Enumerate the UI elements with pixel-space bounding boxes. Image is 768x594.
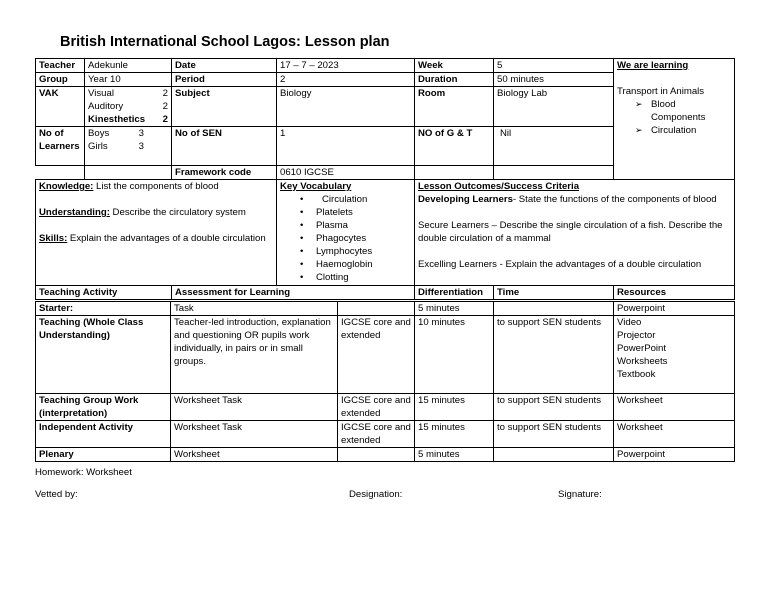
differentiation-cell [338,302,415,316]
kinesthetics-value: 2 [162,114,168,125]
boys-value: 3 [138,128,144,139]
teacher-label: Teacher [36,59,85,73]
designation-label: Designation: [349,489,403,500]
understanding-text: Describe the circulatory system [109,207,246,218]
differentiation-cell: IGCSE core and extended [338,316,415,394]
col-header-time: Time [494,286,614,300]
gt-label: NO of G & T [415,127,494,166]
vocab-item: • Haemoglobin [300,258,411,271]
auditory-label: Auditory [88,101,124,112]
room-value: Biology Lab [494,87,614,127]
vocab-label: Key Vocabulary [280,181,352,192]
excelling-text: Excelling Learners - Explain the advantages of a double circulation [418,259,702,270]
girls-label: Girls [88,141,108,152]
learning-list [617,98,731,137]
we-are-learning-label: We are learning [617,60,689,71]
differentiation-cell: IGCSE core and extended [338,421,415,448]
period-label: Period [172,73,277,87]
ta-cell: to support SEN students [494,394,614,421]
objectives-row [36,180,735,286]
we-are-learning-cell [614,59,735,180]
outcomes-label: Lesson Outcomes/Success Criteria [418,181,580,192]
assessment-cell: Worksheet Task [171,394,338,421]
signature-label: Signature: [558,489,602,500]
vak-label: VAK [36,87,85,127]
subject-label: Subject [172,87,277,127]
table-row [36,421,735,448]
resources-cell: Worksheet [614,394,735,421]
col-header-activity: Teaching Activity [36,286,172,300]
objectives-cell [36,180,277,286]
lesson-plan-table [35,58,735,300]
page-title: British International School Lagos: Lesson plan [60,34,390,50]
vocab-item: • Plasma [300,219,411,232]
table-row [36,316,735,394]
activities-table [35,301,735,462]
developing-label: Developing Learners [418,194,513,205]
visual-label: Visual [88,88,114,99]
vocab-item: • Phagocytes [300,232,411,245]
resources-cell: Video Projector PowerPoint Worksheets Textbook [614,316,735,394]
time-cell: 10 minutes [415,316,494,394]
vocab-list [280,193,411,284]
skills-text: Explain the advantages of a double circulation [67,233,266,244]
assessment-cell: Worksheet Task [171,421,338,448]
resources-cell: Worksheet [614,421,735,448]
framework-value: 0610 IGCSE [277,166,415,180]
table-row [36,394,735,421]
activity-cell: Independent Activity [36,421,171,448]
knowledge-text: List the components of blood [93,181,219,192]
gt-value: Nil [494,127,614,166]
differentiation-cell: IGCSE core and extended [338,394,415,421]
sen-label: No of SEN [172,127,277,166]
col-header-resources: Resources [614,286,735,300]
date-label: Date [172,59,277,73]
teacher-value: Adekunle [85,59,172,73]
secure-text: Secure Learners – Describe the single circulation of a fish. Describe the double circulation of a mammal [418,220,723,244]
time-cell: 15 minutes [415,394,494,421]
vocabulary-cell [277,180,415,286]
vetted-by-label: Vetted by: [35,489,78,500]
assessment-cell: Worksheet [171,448,338,462]
learning-item: ➢ Circulation [635,124,731,137]
date-value: 17 – 7 – 2023 [277,59,415,73]
sen-value: 1 [277,127,415,166]
activities-header-row [36,286,735,300]
knowledge-label: Knowledge: [39,181,94,192]
learning-item: ➢ Blood Components [635,98,731,124]
group-label: Group [36,73,85,87]
kinesthetics-label: Kinesthetics [88,114,146,125]
boys-label: Boys [88,128,110,139]
time-cell: 15 minutes [415,421,494,448]
activity-cell: Starter: [36,302,171,316]
ta-cell [494,448,614,462]
room-label: Room [415,87,494,127]
ta-cell: to support SEN students [494,316,614,394]
table-row [36,448,735,462]
time-cell: 5 minutes [415,448,494,462]
homework-text: Homework: Worksheet [35,467,132,478]
ta-cell: to support SEN students [494,421,614,448]
skills-label: Skills: [39,233,68,244]
differentiation-cell [338,448,415,462]
vocab-item: • Lymphocytes [300,245,411,258]
learners-values [85,127,172,166]
group-value: Year 10 [85,73,172,87]
activity-cell: Teaching Group Work (interpretation) [36,394,171,421]
subject-value: Biology [277,87,415,127]
activity-cell: Teaching (Whole Class Understanding) [36,316,171,394]
time-cell: 5 minutes [415,302,494,316]
col-header-assessment: Assessment for Learning [172,286,415,300]
header-row-teacher [36,59,735,73]
vocab-item: • Circulation [300,193,411,206]
visual-value: 2 [162,88,168,99]
duration-label: Duration [415,73,494,87]
learners-label: No of Learners [36,127,85,166]
assessment-cell: Teacher-led introduction, explanation and questioning OR pupils work individually, in pairs or in small groups. [171,316,338,394]
table-row [36,302,735,316]
understanding-label: Understanding: [39,207,110,218]
developing-text: - State the functions of the components of blood [512,194,717,205]
resources-cell: Powerpoint [614,302,735,316]
vocab-item: • Platelets [300,206,411,219]
vak-values [85,87,172,127]
girls-value: 3 [138,141,144,152]
assessment-cell: Task [171,302,338,316]
framework-label: Framework code [172,166,277,180]
resources-cell: Powerpoint [614,448,735,462]
learning-topic: Transport in Animals [617,86,705,97]
activity-cell: Plenary [36,448,171,462]
vocab-item: • Clotting [300,271,411,284]
outcomes-cell [415,180,735,286]
col-header-differentiation: Differentiation [415,286,494,300]
auditory-value: 2 [162,101,168,112]
period-value: 2 [277,73,415,87]
week-label: Week [415,59,494,73]
week-value: 5 [494,59,614,73]
duration-value: 50 minutes [494,73,614,87]
ta-cell [494,302,614,316]
